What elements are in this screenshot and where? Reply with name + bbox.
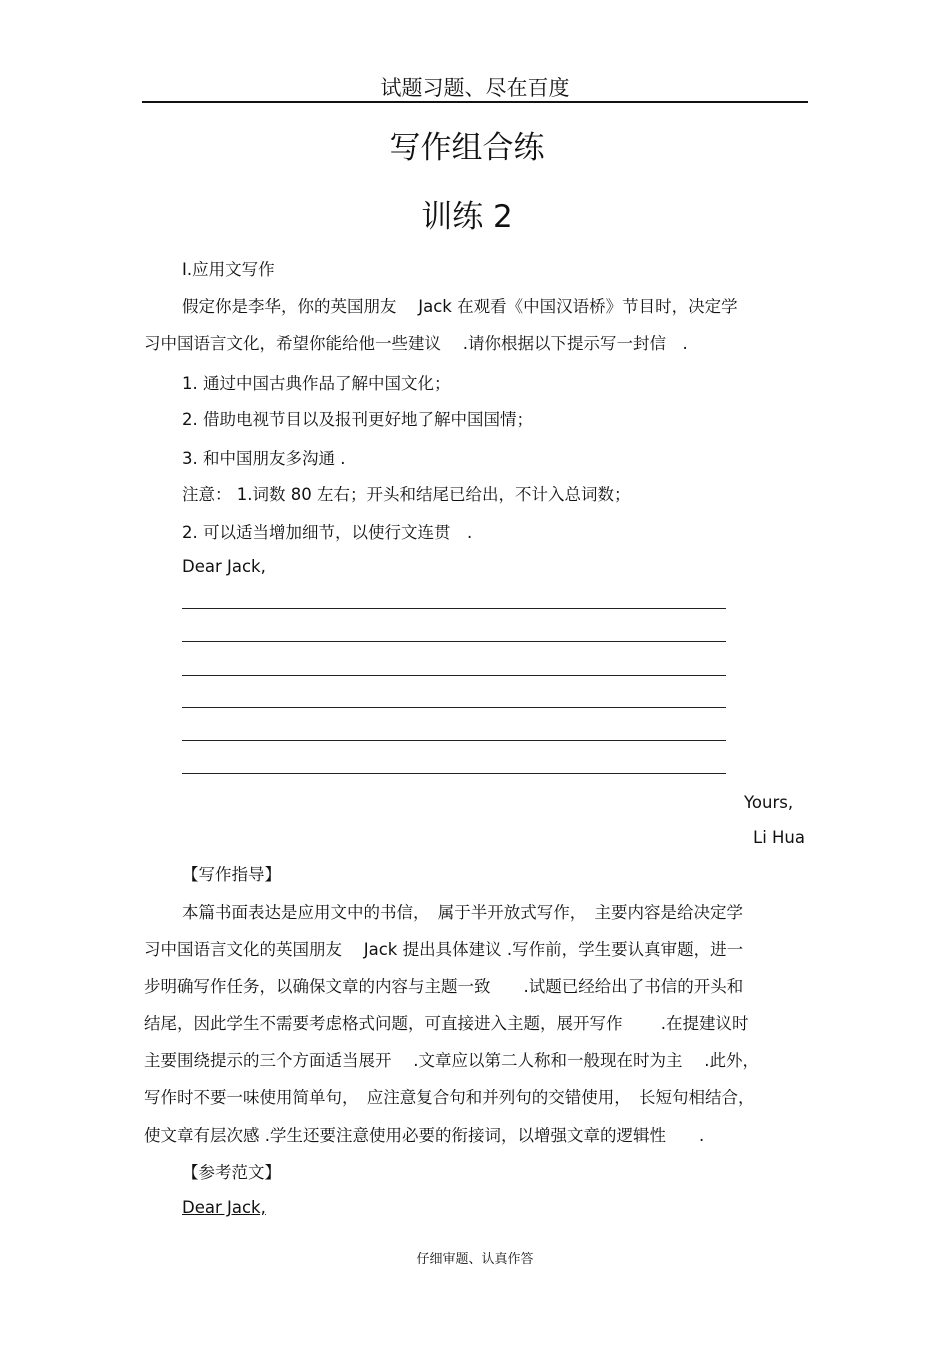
section-heading: Ⅰ.应用文写作 [182,260,275,279]
header-rule [142,101,808,103]
reference-salutation: Dear Jack, [182,1198,266,1217]
letter-signature: Li Hua [753,828,805,847]
answer-line[interactable] [182,641,726,642]
guidance-heading: 【写作指导】 [182,865,281,884]
answer-line[interactable] [182,608,726,609]
letter-closing: Yours, [744,793,794,812]
answer-line[interactable] [182,773,726,774]
page-header: 试题习题、尽在百度 [380,76,570,100]
answer-line[interactable] [182,740,726,741]
prompt-point: 1. 通过中国古典作品了解中国文化； [182,374,451,393]
guidance-line: 结尾，因此学生不需要考虑格式问题，可直接进入主题，展开写作 .在提建议时 [144,1014,749,1033]
answer-line[interactable] [182,675,726,676]
guidance-line: 习中国语言文化的英国朋友 Jack 提出具体建议 .写作前，学生要认真审题，进一 [144,940,744,959]
prompt-line: 假定你是李华，你的英国朋友 Jack 在观看《中国汉语桥》节目时，决定学 [182,297,738,316]
page-footer: 仔细审题、认真作答 [416,1252,534,1267]
prompt-point: 2. 借助电视节目以及报刊更好地了解中国国情； [182,410,533,429]
guidance-line: 步明确写作任务，以确保文章的内容与主题一致 .试题已经给出了书信的开头和 [144,977,744,996]
reference-heading: 【参考范文】 [182,1163,281,1182]
prompt-point: 3. 和中国朋友多沟通 . [182,449,346,468]
guidance-line: 使文章有层次感 .学生还要注意使用必要的衔接词，以增强文章的逻辑性 . [144,1126,705,1145]
page-title: 写作组合练 [389,130,545,166]
note-line: 2. 可以适当增加细节，以使行文连贯 . [182,523,473,542]
note-line: 注意： 1.词数 80 左右；开头和结尾已给出，不计入总词数； [182,485,631,504]
guidance-line: 主要围绕提示的三个方面适当展开 .文章应以第二人称和一般现在时为主 .此外， [144,1051,759,1070]
prompt-line: 习中国语言文化，希望你能给他一些建议 .请你根据以下提示写一封信 . [144,334,688,353]
page-subtitle: 训练 2 [421,199,513,235]
guidance-line: 本篇书面表达是应用文中的书信， 属于半开放式写作， 主要内容是给决定学 [182,903,743,922]
letter-salutation: Dear Jack, [182,557,266,576]
guidance-line: 写作时不要一味使用简单句， 应注意复合句和并列句的交错使用， 长短句相结合， [144,1088,755,1107]
answer-line[interactable] [182,707,726,708]
